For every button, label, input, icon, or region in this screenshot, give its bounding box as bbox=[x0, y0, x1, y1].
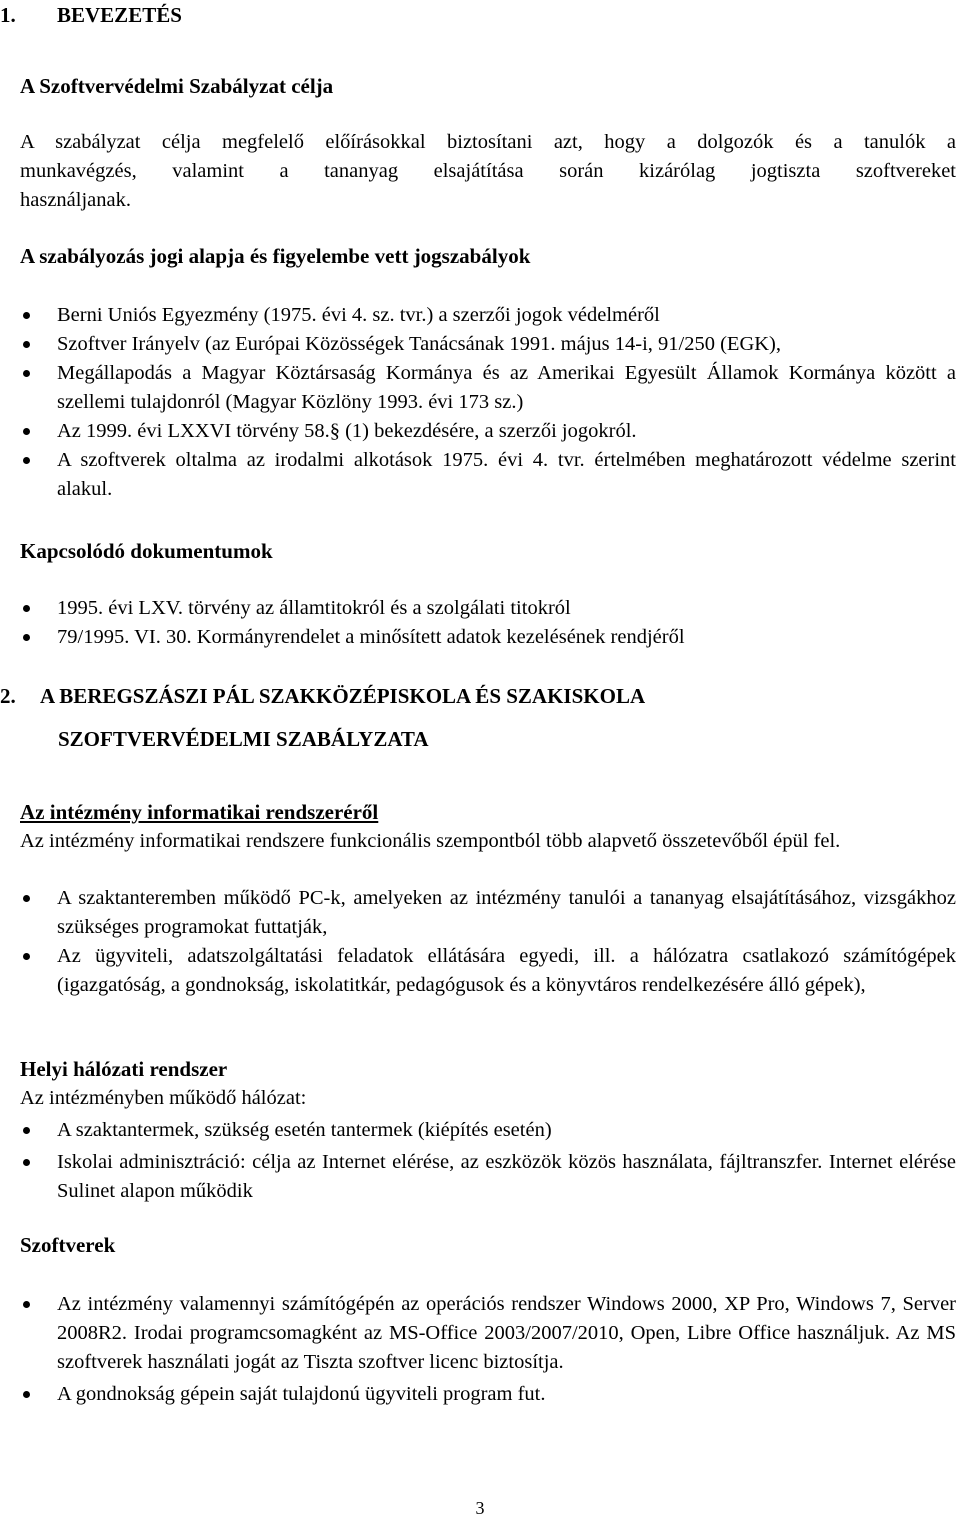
purpose-paragraph bbox=[20, 128, 956, 215]
section-1-heading bbox=[0, 1, 182, 31]
list-item: 79/1995. VI. 30. Kormányrendelet a minősített adatok kezelésének rendjéről bbox=[20, 623, 956, 652]
section-sign: § bbox=[329, 420, 340, 442]
section-title: BEVEZETÉS bbox=[57, 3, 182, 27]
list-item: Iskolai adminisztráció: célja az Internet elérése, az eszközök közös használata, fájltranszfer. Internet elérése Sulinet alapon működik bbox=[20, 1148, 956, 1206]
section-title: A BEREGSZÁSZI PÁL SZAKKÖZÉPISKOLA ÉS SZAKISKOLA bbox=[40, 684, 646, 708]
it-heading: Az intézmény informatikai rendszeréről bbox=[20, 800, 379, 824]
legal-list bbox=[20, 301, 956, 504]
list-item: A gondnokság gépein saját tulajdonú ügyviteli program fut. bbox=[20, 1380, 956, 1409]
it-list bbox=[20, 884, 956, 1000]
lan-intro: Az intézményben működő hálózat: bbox=[20, 1087, 307, 1109]
legal-heading: A szabályozás jogi alapja és figyelembe vett jogszabályok bbox=[20, 244, 531, 268]
purpose-line: munkavégzés, valamint a tananyag elsajátítása során kizárólag jogtiszta szoftvereket bbox=[20, 160, 956, 182]
section-2-heading bbox=[0, 682, 956, 711]
docs-list bbox=[20, 594, 956, 652]
software-heading: Szoftverek bbox=[20, 1233, 116, 1257]
section-number: 1. bbox=[0, 3, 16, 27]
list-item-text: (1) bekezdésére, a szerzői jogokról. bbox=[339, 420, 637, 442]
list-item: 1995. évi LXV. törvény az államtitokról és a szolgálati titokról bbox=[20, 594, 956, 623]
list-item-text: Az 1999. évi LXXVI törvény 58. bbox=[57, 420, 330, 442]
list-item: Berni Uniós Egyezmény (1975. évi 4. sz. tvr.) a szerzői jogok védelméről bbox=[20, 301, 956, 330]
list-item: Az intézmény valamennyi számítógépén az operációs rendszer Windows 2000, XP Pro, Windows 7, Server 2008R2. Irodai programcsomagként az MS-Office 2003/2007/2010, Open, Libre Office használjuk. Az MS szoftverek használati jogát az Tiszta szoftver licenc biztosítja. bbox=[20, 1290, 956, 1377]
docs-heading: Kapcsolódó dokumentumok bbox=[20, 539, 273, 563]
lan-heading: Helyi hálózati rendszer bbox=[20, 1057, 228, 1081]
list-item: A szaktanteremben működő PC-k, amelyeken az intézmény tanulói a tananyag elsajátításához, vizsgákhoz szükséges programokat futtatják, bbox=[20, 884, 956, 942]
lan-list bbox=[20, 1116, 956, 1206]
software-list bbox=[20, 1290, 956, 1409]
purpose-heading: A Szoftvervédelmi Szabályzat célja bbox=[20, 74, 334, 98]
purpose-line: használjanak. bbox=[20, 189, 131, 211]
purpose-line: A szabályzat célja megfelelő előírásokkal biztosítani azt, hogy a dolgozók és a tanulók a bbox=[20, 131, 956, 153]
list-item: A szaktantermek, szükség esetén tantermek (kiépítés esetén) bbox=[20, 1116, 956, 1145]
list-item: Az ügyviteli, adatszolgáltatási feladatok ellátására egyedi, ill. a hálózatra csatlakozó számítógépek (igazgatóság, a gondnokság, iskolatitkár, pedagógusok és a könyvtáros rendelkezésére álló gépek), bbox=[20, 942, 956, 1000]
it-intro: Az intézmény informatikai rendszere funkcionális szempontból több alapvető összetevőből épül fel. bbox=[20, 830, 841, 852]
list-item: A szoftverek oltalma az irodalmi alkotások 1975. évi 4. tvr. értelmében meghatározott védelme szerint alakul. bbox=[20, 446, 956, 504]
list-item: Szoftver Irányelv (az Európai Közösségek Tanácsának 1991. május 14-i, 91/250 (EGK), bbox=[20, 330, 956, 359]
list-item: Megállapodás a Magyar Köztársaság Kormánya és az Amerikai Egyesült Államok Kormánya között a szellemi tulajdonról (Magyar Közlöny 1993. évi 173 sz.) bbox=[20, 359, 956, 417]
section-number: 2. bbox=[0, 684, 16, 708]
section-title-line2: SZOFTVERVÉDELMI SZABÁLYZATA bbox=[58, 727, 429, 751]
page-number: 3 bbox=[475, 1498, 485, 1518]
list-item bbox=[20, 417, 956, 446]
